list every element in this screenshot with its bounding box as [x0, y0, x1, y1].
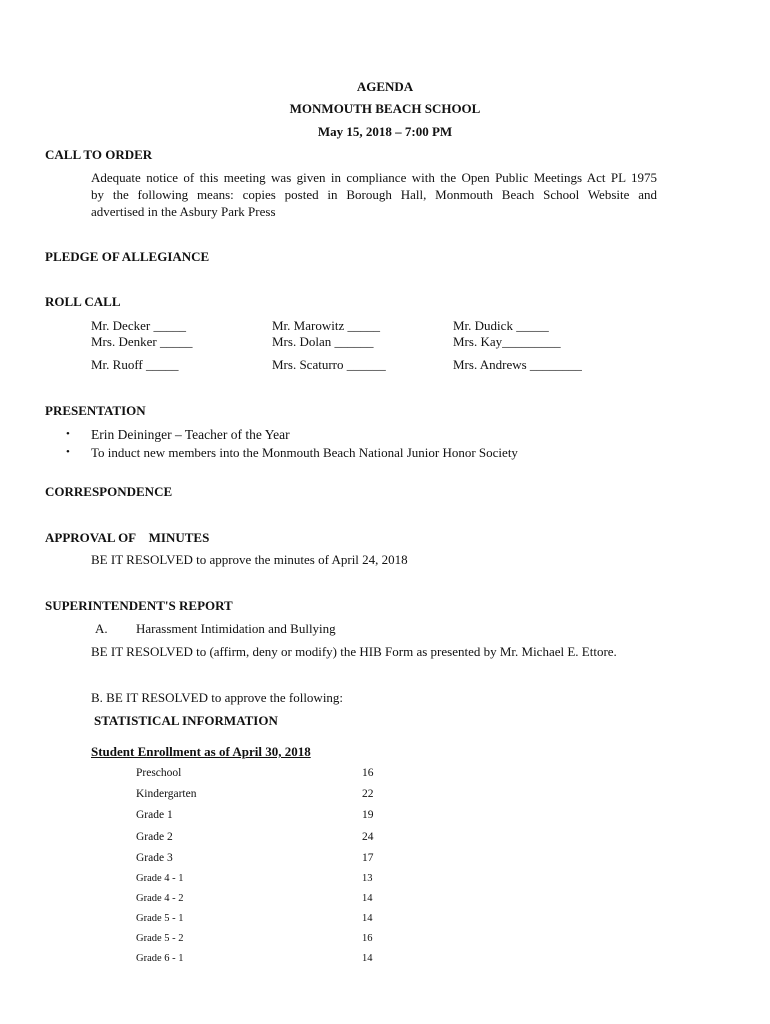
enrollment-grade: Grade 6 - 1: [136, 953, 184, 964]
enrollment-grade: Grade 4 - 1: [136, 873, 184, 884]
enrollment-grade: Grade 1: [136, 809, 173, 821]
presentation-item: To induct new members into the Monmouth Beach National Junior Honor Society: [91, 445, 518, 460]
roll-call-member: Mrs. Denker _____: [91, 334, 193, 349]
enrollment-grade: Grade 5 - 2: [136, 933, 184, 944]
roll-call-heading: ROLL CALL: [45, 294, 121, 309]
notice-line-3: advertised in the Asbury Park Press: [91, 204, 276, 219]
enrollment-grade: Grade 5 - 1: [136, 913, 184, 924]
enrollment-count: 14: [362, 953, 373, 964]
correspondence-heading: CORRESPONDENCE: [45, 484, 173, 499]
item-a-letter: A.: [95, 621, 108, 636]
enrollment-heading: Student Enrollment as of April 30, 2018: [91, 744, 311, 759]
enrollment-count: 22: [362, 788, 374, 800]
roll-call-member: Mr. Marowitz _____: [272, 318, 380, 333]
notice-line-1: Adequate notice of this meeting was given in compliance with the Open Public Meetings Act PL 1975: [91, 170, 657, 185]
enrollment-count: 16: [362, 767, 374, 779]
agenda-title: AGENDA: [356, 79, 414, 94]
notice-line-2: by the following means: copies posted in Borough Hall, Monmouth Beach School Website and: [91, 187, 657, 202]
enrollment-grade: Kindergarten: [136, 788, 197, 800]
roll-call-member: Mr. Decker _____: [91, 318, 186, 333]
item-a-title: Harassment Intimidation and Bullying: [136, 621, 336, 636]
enrollment-count: 16: [362, 933, 373, 944]
roll-call-member: Mr. Dudick _____: [453, 318, 549, 333]
enrollment-grade: Grade 2: [136, 831, 173, 843]
bullet-icon: •: [66, 446, 70, 458]
school-name: MONMOUTH BEACH SCHOOL: [289, 101, 481, 116]
roll-call-member: Mrs. Andrews ________: [453, 357, 582, 372]
meeting-date: May 15, 2018 – 7:00 PM: [317, 124, 453, 139]
statistical-heading: STATISTICAL INFORMATION: [94, 713, 278, 728]
enrollment-grade: Grade 4 - 2: [136, 893, 184, 904]
presentation-heading: PRESENTATION: [45, 403, 146, 418]
notice-paragraph: [91, 169, 657, 220]
bullet-icon: •: [66, 428, 70, 440]
roll-call-member: Mrs. Kay_________: [453, 334, 561, 349]
hib-resolution: BE IT RESOLVED to (affirm, deny or modify) the HIB Form as presented by Mr. Michael E. Ettore.: [91, 644, 617, 659]
enrollment-grade: Preschool: [136, 767, 182, 779]
enrollment-count: 24: [362, 831, 374, 843]
enrollment-count: 17: [362, 852, 374, 864]
item-b-resolution: B. BE IT RESOLVED to approve the following:: [91, 690, 344, 705]
enrollment-grade: Grade 3: [136, 852, 173, 864]
enrollment-count: 13: [362, 873, 373, 884]
enrollment-count: 19: [362, 809, 374, 821]
superintendent-heading: SUPERINTENDENT'S REPORT: [45, 598, 233, 613]
enrollment-count: 14: [362, 893, 373, 904]
roll-call-member: Mr. Ruoff _____: [91, 357, 179, 372]
minutes-resolution: BE IT RESOLVED to approve the minutes of April 24, 2018: [91, 552, 408, 567]
presentation-item: Erin Deininger – Teacher of the Year: [91, 427, 290, 442]
roll-call-member: Mrs. Dolan ______: [272, 334, 374, 349]
minutes-heading: APPROVAL OF MINUTES: [45, 530, 210, 545]
pledge-heading: PLEDGE OF ALLEGIANCE: [45, 249, 210, 264]
roll-call-member: Mrs. Scaturro ______: [272, 357, 386, 372]
enrollment-count: 14: [362, 913, 373, 924]
call-to-order-heading: CALL TO ORDER: [45, 147, 153, 162]
